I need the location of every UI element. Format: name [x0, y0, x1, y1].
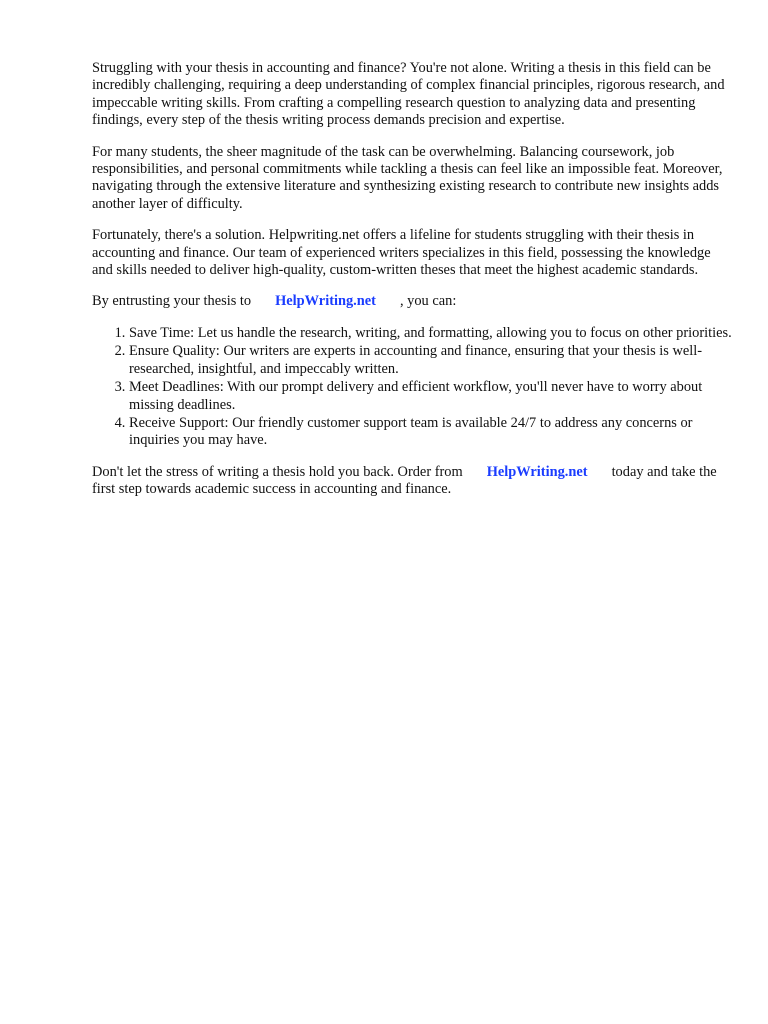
list-item: 1. Save Time: Let us handle the research, writing, and formatting, allowing you to focus on other priorities.: [129, 325, 732, 342]
closing-text-after: today and take the first step towards academic success in accounting and finance.: [92, 463, 717, 498]
list-item: 4. Receive Support: Our friendly customer support team is available 24/7 to address any concerns or inquiries you may have.: [129, 415, 732, 450]
closing-paragraph: [92, 464, 732, 499]
entrust-text-after: , you can:: [399, 293, 457, 310]
benefits-list: [92, 325, 732, 450]
helpwriting-link[interactable]: HelpWriting.net: [275, 293, 376, 310]
entrust-paragraph: [92, 293, 732, 310]
intro-paragraph: Struggling with your thesis in accounting and finance? You're not alone. Writing a thesis in this field can be incredibly challenging, requiring a deep understanding of complex financial principles, rigorous research, and impeccable writing skills. From crafting a compelling research question to analyzing data and presenting findings, every step of the thesis writing process demands precision and expertise.: [92, 60, 725, 129]
helpwriting-order-link[interactable]: HelpWriting.net: [486, 463, 588, 480]
list-item: 2. Ensure Quality: Our writers are experts in accounting and finance, ensuring that your thesis is well-researched, insightful, and impeccably written.: [129, 343, 732, 378]
document-page: [92, 60, 732, 513]
entrust-text-before: By entrusting your thesis to: [92, 293, 252, 310]
closing-text-before: Don't let the stress of writing a thesis hold you back. Order from: [92, 463, 463, 480]
solution-paragraph: Fortunately, there's a solution. Helpwriting.net offers a lifeline for students struggling with their thesis in accounting and finance. Our team of experienced writers specializes in this field, possessing the knowledge and skills needed to deliver high-quality, custom-written theses that meet the highest academic standards.: [92, 227, 711, 279]
challenges-paragraph: For many students, the sheer magnitude of the task can be overwhelming. Balancing coursework, job responsibilities, and personal commitments while tackling a thesis can feel like an impossible feat. Moreover, navigating through the extensive literature and synthesizing existing research to contribute new insights adds another layer of difficulty.: [92, 143, 723, 212]
list-item: 3. Meet Deadlines: With our prompt delivery and efficient workflow, you'll never have to worry about missing deadlines.: [129, 379, 732, 414]
